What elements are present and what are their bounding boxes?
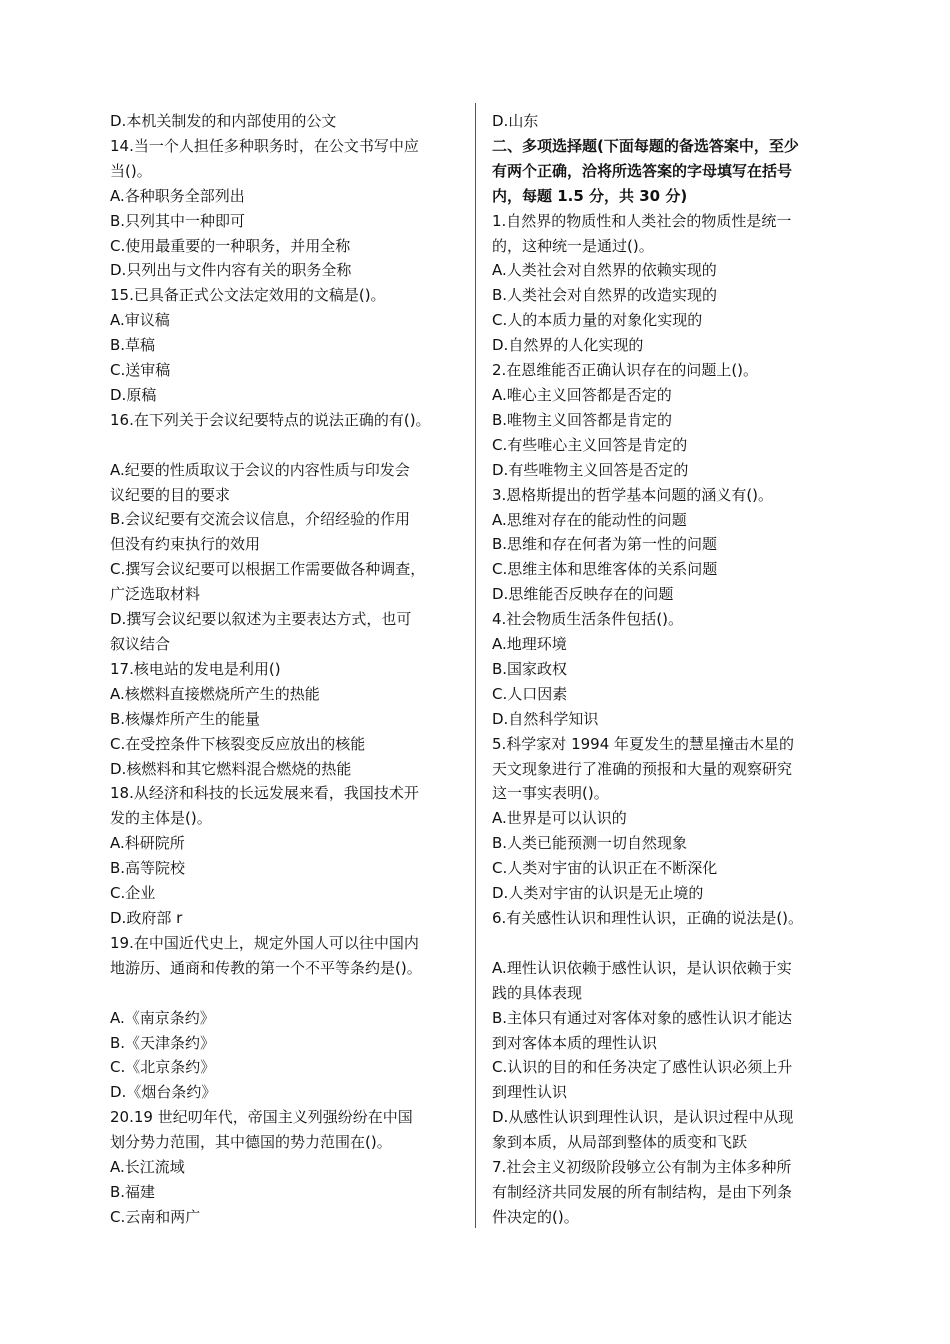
text-line: 但没有约束执行的效用: [110, 535, 261, 554]
blank-line: [110, 433, 465, 458]
text-line: B.国家政权: [492, 659, 568, 678]
text-line: C.云南和两广: [110, 1207, 201, 1226]
column-divider: [475, 103, 476, 1228]
text-line: B.核爆炸所产生的能量: [110, 709, 261, 728]
text-line: D.从感性认识到理性认识，是认识过程中从现: [492, 1108, 794, 1127]
text-line: D.《烟台条约》: [110, 1083, 217, 1102]
text-line: D.政府部 r: [110, 908, 183, 927]
text-line: A.纪要的性质取议于会议的内容性质与印发会: [110, 460, 410, 479]
text-line: 这一事实表明()。: [492, 784, 609, 803]
text-line: A.人类社会对自然界的依赖实现的: [492, 261, 717, 280]
text-line: 叙议结合: [110, 635, 171, 654]
text-line: C.人类对宇宙的认识正在不断深化: [492, 859, 718, 878]
text-line: A.唯心主义回答都是否定的: [492, 385, 672, 404]
text-line: 到对客体本质的理性认识: [492, 1033, 658, 1052]
text-line: A.世界是可以认识的: [492, 809, 627, 828]
text-line: 发的主体是()。: [110, 809, 212, 828]
text-line: A.思维对存在的能动性的问题: [492, 510, 687, 529]
text-line: B.会议纪要有交流会议信息，介绍经验的作用: [110, 510, 411, 529]
text-line: 4.社会物质生活条件包括()。: [492, 610, 684, 629]
text-line: 16.在下列关于会议纪要特点的说法正确的有()。: [110, 410, 431, 429]
text-line: C.思维主体和思维客体的关系问题: [492, 560, 718, 579]
text-line: D.只列出与文件内容有关的职务全称: [110, 261, 352, 280]
text-line: 到理性认识: [492, 1083, 568, 1102]
text-line: A.长江流域: [110, 1158, 185, 1177]
text-line: 20.19 世纪叨年代，帝国主义列强纷纷在中国: [110, 1108, 413, 1127]
text-line: A.地理环境: [492, 635, 567, 654]
text-line: 的，这种统一是通过()。: [492, 236, 654, 255]
text-line: 划分势力范围，其中德国的势力范围在()。: [110, 1133, 392, 1152]
text-line: C.认识的目的和任务决定了感性认识必须上升: [492, 1058, 793, 1077]
text-line: B.高等院校: [110, 859, 186, 878]
text-line: 广泛选取材料: [110, 585, 201, 604]
text-line: C.送审稿: [110, 361, 171, 380]
text-line: 3.恩格斯提出的哲学基本问题的涵义有()。: [492, 485, 774, 504]
text-line: A.各种职务全部列出: [110, 186, 245, 205]
section-heading-line: 内，每题 1.5 分，共 30 分): [492, 186, 688, 205]
section-heading-line: 有两个正确，洽将所选答案的字母填写在括号: [492, 161, 793, 180]
text-line: D.人类对宇宙的认识是无止境的: [492, 884, 704, 903]
text-line: 7.社会主义初级阶段够立公有制为主体多种所: [492, 1158, 792, 1177]
text-line: 天文现象进行了准确的预报和大量的观察研究: [492, 759, 793, 778]
text-line: A.审议稿: [110, 311, 170, 330]
text-line: A.核燃料直接燃烧所产生的热能: [110, 684, 320, 703]
text-line: D.思维能否反映存在的问题: [492, 585, 674, 604]
text-line: D.撰写会议纪要以叙述为主要表达方式，也可: [110, 610, 412, 629]
text-line: 19.在中国近代史上，规定外国人可以往中国内: [110, 933, 419, 952]
text-line: B.《天津条约》: [110, 1033, 216, 1052]
text-line: D.自然界的人化实现的: [492, 336, 644, 355]
right-column: [492, 109, 847, 1230]
text-line: B.唯物主义回答都是肯定的: [492, 410, 673, 429]
text-line: 6.有关感性认识和理性认识，正确的说法是()。: [492, 909, 804, 927]
text-line: A.科研院所: [110, 834, 185, 853]
text-line: B.思维和存在何者为第一性的问题: [492, 535, 718, 554]
text-line: 15.已具备正式公文法定效用的文稿是()。: [110, 286, 386, 305]
text-line: 18.从经济和科技的长远发展来看，我国技术开: [110, 784, 419, 803]
text-line: C.人口因素: [492, 684, 568, 703]
text-line: 象到本质，从局部到整体的质变和飞跃: [492, 1133, 748, 1152]
text-line: C.企业: [110, 884, 156, 903]
text-line: D.原稿: [110, 385, 157, 404]
text-line: 地游历、通商和传教的第一个不平等条约是()。: [110, 958, 422, 977]
text-line: B.只列其中一种即可: [110, 211, 246, 230]
text-line: C.撰写会议纪要可以根据工作需要做各种调查，: [110, 560, 426, 579]
text-line: 践的具体表现: [492, 983, 583, 1002]
text-line: 5.科学家对 1994 年夏发生的慧星撞击木星的: [492, 734, 795, 753]
left-column: [110, 109, 465, 1230]
blank-line: [110, 981, 465, 1006]
text-line: B.人类已能预测一切自然现象: [492, 834, 688, 853]
text-line: C.在受控条件下核裂变反应放出的核能: [110, 734, 366, 753]
text-line: 有制经济共同发展的所有制结构，是由下列条: [492, 1182, 793, 1201]
text-line: 2.在恩维能否正确认识存在的问题上()。: [492, 361, 759, 380]
text-line: A.理性认识依赖于感性认识，是认识依赖于实: [492, 958, 792, 977]
text-line: D.本机关制发的和内部使用的公文: [110, 112, 337, 130]
blank-line: [492, 931, 847, 956]
text-line: D.核燃料和其它燃料混合燃烧的热能: [110, 759, 352, 778]
text-line: 14.当一个人担任多种职务时，在公文书写中应: [110, 136, 419, 155]
text-line: B.主体只有通过对客体对象的感性认识才能达: [492, 1008, 793, 1027]
text-line: B.福建: [110, 1182, 156, 1201]
text-line: C.《北京条约》: [110, 1058, 216, 1077]
text-line: B.人类社会对自然界的改造实现的: [492, 286, 718, 305]
text-line: 17.核电站的发电是利用(): [110, 659, 281, 678]
text-line: D.山东: [492, 112, 539, 130]
text-line: 当()。: [110, 161, 152, 180]
text-line: C.人的本质力量的对象化实现的: [492, 311, 703, 330]
text-line: D.有些唯物主义回答是否定的: [492, 460, 689, 479]
text-line: A.《南京条约》: [110, 1008, 215, 1027]
text-line: 议纪要的目的要求: [110, 485, 231, 504]
text-line: 件决定的()。: [492, 1207, 579, 1226]
text-line: C.有些唯心主义回答是肯定的: [492, 435, 688, 454]
section-heading-line: 二、多项选择题(下面每题的备选答案中，至少: [492, 136, 799, 155]
text-line: 1.自然界的物质性和人类社会的物质性是统一: [492, 211, 792, 230]
text-line: C.使用最重要的一种职务，并用全称: [110, 236, 351, 255]
text-line: B.草稿: [110, 336, 156, 355]
text-line: D.自然科学知识: [492, 709, 599, 728]
